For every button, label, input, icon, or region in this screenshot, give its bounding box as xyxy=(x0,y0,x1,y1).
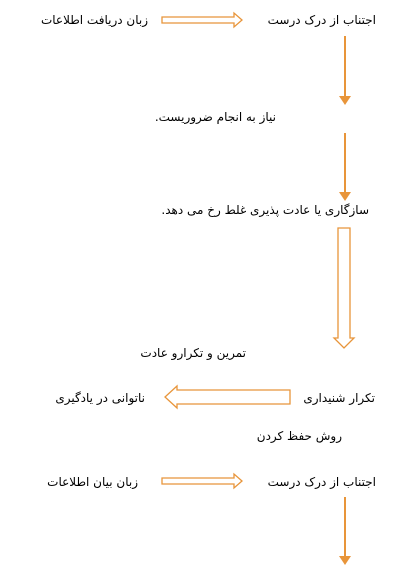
arrow-row1-horizontal xyxy=(162,13,242,27)
node-avoid-understanding-1: اجتناب از درک درست xyxy=(267,13,376,27)
arrow-down-block xyxy=(334,228,354,348)
arrow-row5-horizontal xyxy=(165,386,290,408)
arrow-down-2 xyxy=(339,133,351,201)
node-memorization-method: روش حفظ کردن xyxy=(256,429,342,443)
arrow-down-1 xyxy=(339,36,351,105)
node-avoid-understanding-2: اجتناب از درک درست xyxy=(267,475,376,489)
node-practice-repetition: تمرین و تکرارو عادت xyxy=(140,346,246,360)
node-auditory-repetition: تکرار شنیداری xyxy=(303,391,375,405)
node-learning-inability: ناتوانی در یادگیری xyxy=(55,391,145,405)
node-express-language: زبان بیان اطلاعات xyxy=(47,475,138,489)
node-wrong-adaptation: سازگاری یا عادت پذیری غلط رخ می دهد. xyxy=(161,203,369,217)
node-receive-language: زبان دریافت اطلاعات xyxy=(40,13,148,27)
arrow-row7-horizontal xyxy=(162,474,242,488)
arrow-down-3 xyxy=(339,497,351,565)
node-need-to-do: نیاز به انجام ضروریست. xyxy=(154,110,276,124)
